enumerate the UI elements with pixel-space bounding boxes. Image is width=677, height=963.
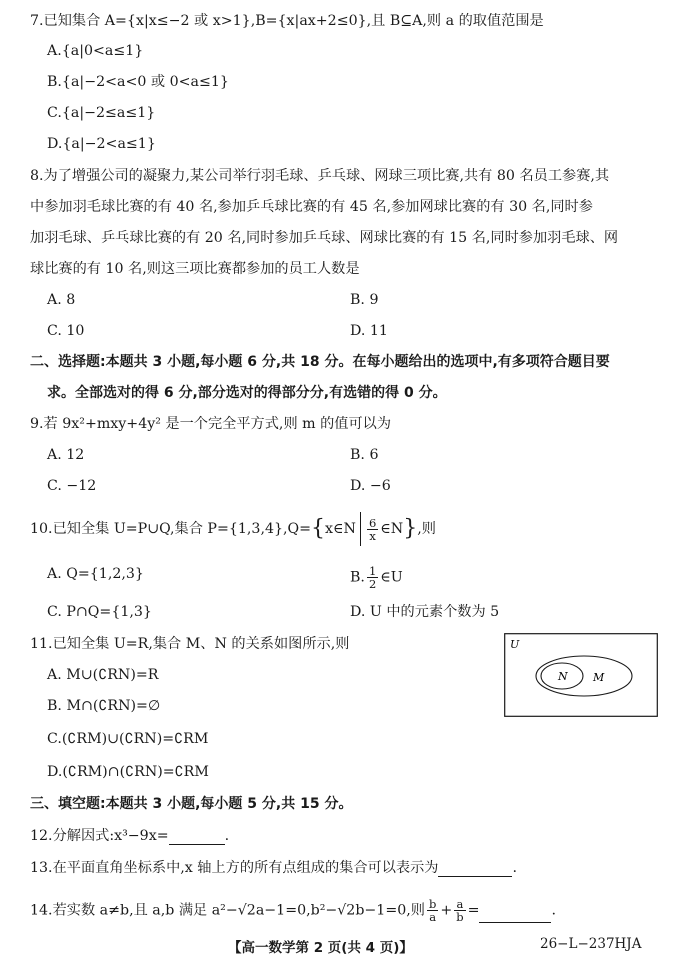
- q14-end: .: [551, 902, 556, 919]
- page-footer-title: 【高一数学第 2 页(共 4 页)】: [228, 940, 413, 956]
- q10-fraction: [367, 517, 378, 542]
- q13-end: .: [512, 860, 517, 876]
- q12-text: 12.分解因式:x³−9x=: [30, 828, 169, 844]
- q9-option-b: B. 6: [350, 447, 379, 463]
- q8-option-d: D. 11: [350, 323, 388, 339]
- q7-option-c: C.{a|−2≤a≤1}: [47, 105, 156, 121]
- q8-option-a: A. 8: [47, 292, 76, 308]
- set-m-ellipse: [536, 656, 632, 696]
- q11-option-a: A. M∪(∁RN)=R: [47, 667, 159, 683]
- section-2-heading-cont: 求。全部选对的得 6 分,部分选对的得部分分,有选错的得 0 分。: [47, 385, 447, 401]
- q14-stem: [30, 898, 556, 923]
- fraction-denominator: x: [369, 528, 376, 543]
- set-divider: [360, 512, 361, 546]
- q9-option-c: C. −12: [47, 478, 97, 494]
- q10-set-left: x∈N: [325, 521, 356, 537]
- q8-line-3: 加羽毛球、乒乓球比赛的有 20 名,同时参加乒乓球、网球比赛的有 15 名,同时参加羽毛球、网: [30, 230, 619, 246]
- q10-stem-text: 10.已知全集 U=P∪Q,集合 P={1,3,4},Q=: [30, 521, 312, 537]
- fraction-numerator: 1: [368, 564, 377, 578]
- page-footer-code: 26−L−237HJA: [540, 936, 642, 952]
- q11-option-b: B. M∩(∁RN)=∅: [47, 698, 161, 714]
- right-brace: }: [403, 516, 418, 541]
- q14-fraction-a-over-b: [454, 898, 465, 923]
- venn-label-n: N: [558, 670, 568, 683]
- fraction-numerator: a: [454, 898, 465, 911]
- fraction-numerator: b: [428, 897, 437, 911]
- fraction-denominator: b: [456, 910, 464, 924]
- q7-stem: 7.已知集合 A={x|x≤−2 或 x>1},B={x|ax+2≤0},且 B⊆A,则 a 的取值范围是: [30, 13, 544, 29]
- q10-stem: [30, 512, 436, 546]
- q10-option-a: A. Q={1,2,3}: [47, 566, 144, 582]
- q10-option-c: C. P∩Q={1,3}: [47, 604, 152, 620]
- fraction-numerator: 6: [368, 515, 377, 530]
- q13-text: 13.在平面直角坐标系中,x 轴上方的所有点组成的集合可以表示为: [30, 860, 439, 876]
- q12-end: .: [224, 828, 230, 844]
- q9-option-a: A. 12: [47, 447, 85, 463]
- left-brace: {: [311, 516, 326, 541]
- section-2-heading: 二、选择题:本题共 3 小题,每小题 6 分,共 18 分。在每小题给出的选项中,有多项符合题目要: [30, 354, 610, 370]
- q7-option-d: D.{a|−2<a≤1}: [47, 136, 156, 152]
- equals-sign: =: [467, 902, 480, 919]
- q13-answer-blank[interactable]: [438, 862, 512, 877]
- q11-option-d: D.(∁RM)∩(∁RN)=∁RM: [47, 764, 209, 780]
- q11-option-c: C.(∁RM)∪(∁RN)=∁RM: [47, 731, 209, 747]
- q9-stem: 9.若 9x²+mxy+4y² 是一个完全平方式,则 m 的值可以为: [30, 416, 392, 432]
- q10-stem-end: ,则: [417, 521, 436, 537]
- q14-fraction-b-over-a: [427, 898, 438, 923]
- q8-option-b: B. 9: [350, 292, 379, 308]
- q11-stem: 11.已知全集 U=R,集合 M、N 的关系如图所示,则: [30, 636, 350, 652]
- q8-line-1: 8.为了增强公司的凝聚力,某公司举行羽毛球、乒乓球、网球三项比赛,共有 80 名员工参赛,其: [30, 168, 610, 184]
- q7-option-b: B.{a|−2<a<0 或 0<a≤1}: [47, 74, 229, 90]
- venn-label-m: M: [593, 671, 605, 684]
- section-3-heading: 三、填空题:本题共 3 小题,每小题 5 分,共 15 分。: [30, 796, 353, 812]
- q13-stem: [30, 859, 517, 877]
- q12-answer-blank[interactable]: [169, 830, 225, 845]
- fraction-denominator: a: [429, 910, 437, 924]
- universal-set-box: [505, 634, 658, 717]
- plus-sign: +: [440, 902, 453, 919]
- q12-stem: [30, 827, 229, 845]
- q10-option-b: [350, 565, 403, 590]
- q14-text: 14.若实数 a≠b,且 a,b 满足 a²−√2a−1=0,b²−√2b−1=0,则: [30, 902, 425, 919]
- q10-option-d: D. U 中的元素个数为 5: [350, 604, 500, 620]
- q14-answer-blank[interactable]: [479, 908, 551, 923]
- option-label: B.: [350, 569, 365, 586]
- option-text: ∈U: [380, 569, 403, 586]
- q8-line-4: 球比赛的有 10 名,则这三项比赛都参加的员工人数是: [30, 261, 360, 277]
- q9-option-d: D. −6: [350, 478, 391, 494]
- venn-diagram: [504, 633, 658, 717]
- q10-b-fraction: [367, 565, 378, 590]
- venn-label-u: U: [510, 638, 520, 651]
- q10-set-right: ∈N: [380, 521, 404, 537]
- q8-option-c: C. 10: [47, 323, 85, 339]
- fraction-denominator: 2: [368, 577, 377, 591]
- q8-line-2: 中参加羽毛球比赛的有 40 名,参加乒乓球比赛的有 45 名,参加网球比赛的有 30 名,同时参: [30, 199, 593, 215]
- q7-option-a: A.{a|0<a≤1}: [47, 43, 144, 59]
